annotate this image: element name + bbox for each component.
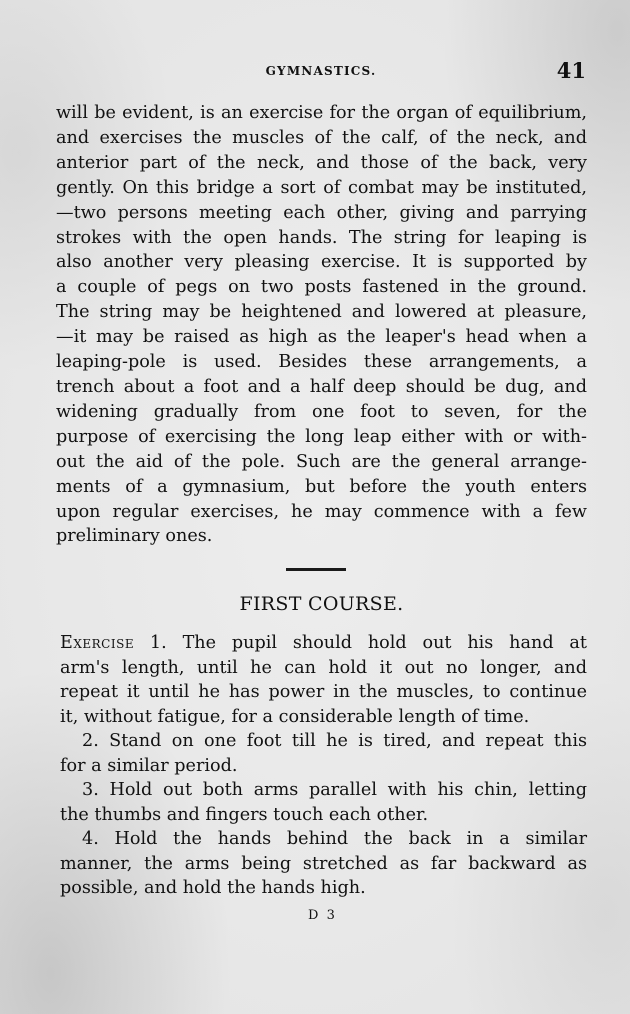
text-line: anterior part of the neck, and those of the back, very (56, 152, 587, 173)
signature-letter: D (308, 908, 321, 923)
text-line: and exercises the muscles of the calf, of the neck, and (56, 127, 587, 148)
text-line: also another very pleasing exercise. It is supported by (56, 252, 587, 273)
section-divider (286, 568, 346, 571)
exercise-line: for a similar period. (60, 755, 238, 776)
exercise-line: 4. Hold the hands behind the back in a similar (82, 829, 587, 849)
text-line: preliminary ones. (56, 526, 213, 547)
text-line: widening gradually from one foot to seven, for the (56, 401, 587, 422)
text-line: upon regular exercises, he may commence with a few (56, 501, 587, 522)
exercise-line: 2. Stand on one foot till he is tired, and repeat this (82, 731, 587, 751)
text-line: trench about a foot and a half deep should be dug, and (56, 376, 587, 397)
text-line: strokes with the open hands. The string for leaping is (56, 227, 587, 248)
text-line: purpose of exercising the long leap either with or with- (56, 426, 587, 447)
text-line: gently. On this bridge a sort of combat may be instituted, (56, 177, 587, 198)
text-line: —two persons meeting each other, giving and parrying (56, 202, 587, 223)
signature-number: 3 (326, 908, 337, 923)
exercise-line: possible, and hold the hands high. (60, 878, 366, 898)
signature-mark (308, 908, 337, 923)
exercise-text: 1. The pupil should hold out his hand at (134, 633, 587, 653)
exercise-line: the thumbs and fingers touch each other. (60, 804, 429, 825)
body-paragraph (56, 101, 587, 549)
exercise-line: repeat it until he has power in the muscles, to continue (60, 682, 587, 702)
text-line: The string may be heightened and lowered at pleasure, (56, 302, 587, 323)
section-title: FIRST COURSE. (239, 593, 404, 615)
exercise-list (60, 631, 587, 901)
text-line: ments of a gymnasium, but before the youth enters (56, 476, 587, 497)
text-line: will be evident, is an exercise for the organ of equilibrium, (56, 103, 587, 123)
page-number: 41 (556, 58, 586, 83)
text-line: leaping-pole is used. Besides these arrangements, a (56, 352, 587, 373)
exercise-line (60, 631, 587, 656)
exercise-line: arm's length, until he can hold it out no longer, and (60, 657, 587, 678)
text-line: a couple of pegs on two posts fastened in the ground. (56, 277, 587, 298)
exercise-label: Exercise (60, 633, 135, 653)
running-head (56, 58, 586, 84)
text-line: —it may be raised as high as the leaper's head when a (56, 327, 587, 348)
exercise-line: manner, the arms being stretched as far backward as (60, 853, 587, 874)
text-line: out the aid of the pole. Such are the general arrange- (56, 451, 587, 472)
running-title: GYMNASTICS. (265, 64, 377, 78)
exercise-line: 3. Hold out both arms parallel with his chin, letting (82, 780, 587, 800)
exercise-line: it, without fatigue, for a considerable length of time. (60, 706, 530, 727)
